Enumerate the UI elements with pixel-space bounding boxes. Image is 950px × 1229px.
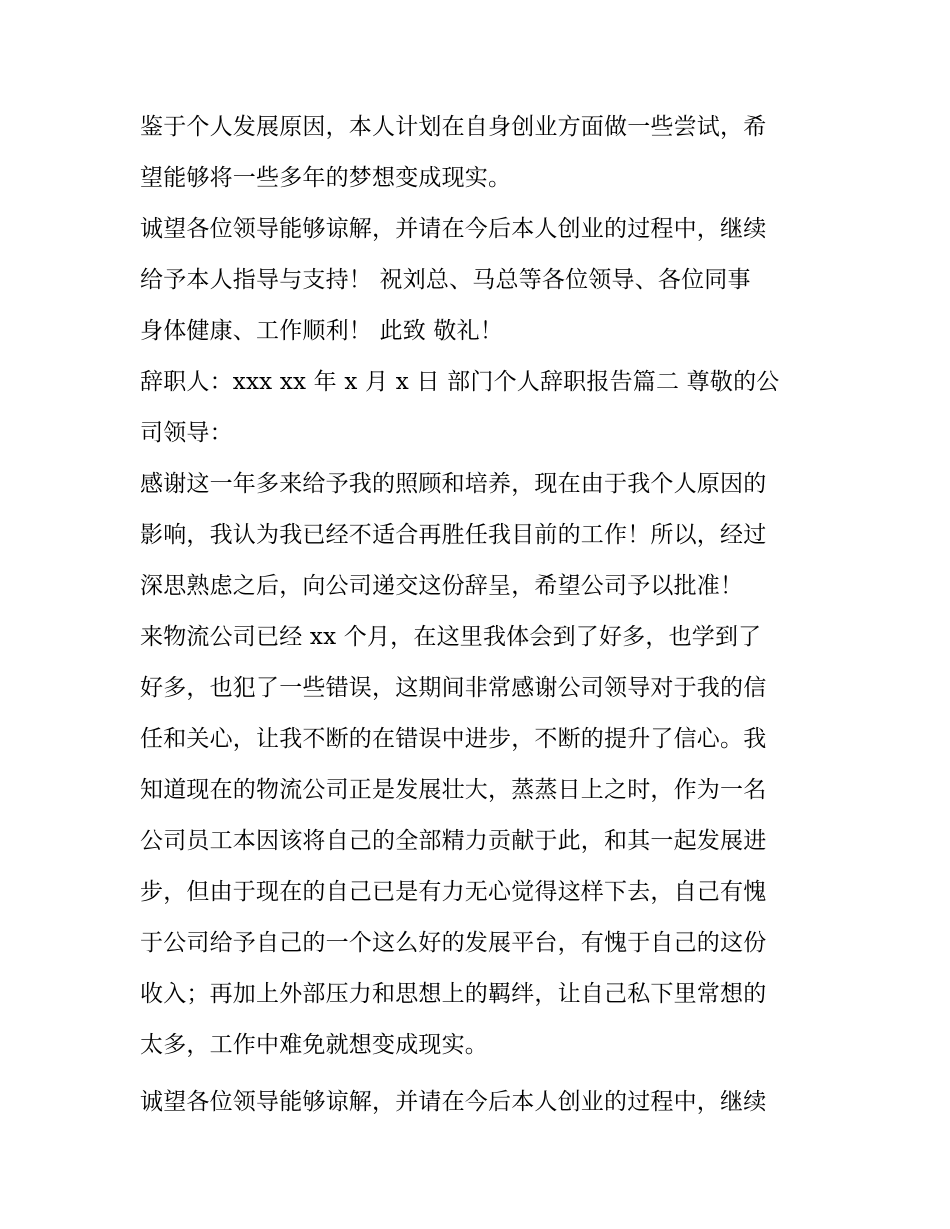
text-line: 辞职人：xxx xx 年 x 月 x 日 部门个人辞职报告篇二 尊敬的公: [140, 369, 780, 395]
text-line: 于公司给予自己的一个这么好的发展平台，有愧于自己的这份: [140, 930, 767, 956]
document-body: [140, 102, 820, 1128]
text-line: 深思熟虑之后，向公司递交这份辞呈，希望公司予以批准！: [140, 573, 744, 599]
text-line: 来物流公司已经 xx 个月，在这里我体会到了好多，也学到了: [140, 624, 762, 650]
text-line: 收入；再加上外部压力和思想上的羁绊，让自己私下里常想的: [140, 981, 767, 1007]
text-line: 太多，工作中难免就想变成现实。: [140, 1032, 488, 1058]
text-line: 感谢这一年多来给予我的照顾和培养，现在由于我个人原因的: [140, 471, 767, 497]
text-line: 身体健康、工作顺利！ 此致 敬礼！: [140, 318, 504, 344]
text-line: 任和关心，让我不断的在错误中进步，不断的提升了信心。我: [140, 726, 767, 752]
text-line: 好多，也犯了一些错误，这期间非常感谢公司领导对于我的信: [140, 675, 767, 701]
text-line: 知道现在的物流公司正是发展壮大，蒸蒸日上之时，作为一名: [140, 777, 767, 803]
text-line: 望能够将一些多年的梦想变成现实。: [140, 165, 512, 191]
text-line: 诚望各位领导能够谅解，并请在今后本人创业的过程中，继续: [140, 216, 767, 242]
text-line: 影响，我认为我已经不适合再胜任我目前的工作！所以，经过: [140, 522, 767, 548]
text-line: 给予本人指导与支持！ 祝刘总、马总等各位领导、各位同事: [140, 267, 751, 293]
text-line: 鉴于个人发展原因，本人计划在自身创业方面做一些尝试，希: [140, 114, 767, 140]
text-line: 公司员工本因该将自己的全部精力贡献于此，和其一起发展进: [140, 828, 767, 854]
text-line: 诚望各位领导能够谅解，并请在今后本人创业的过程中，继续: [140, 1089, 767, 1115]
text-line: 步，但由于现在的自己已是有力无心觉得这样下去，自己有愧: [140, 879, 767, 905]
text-line: 司领导：: [140, 420, 233, 446]
